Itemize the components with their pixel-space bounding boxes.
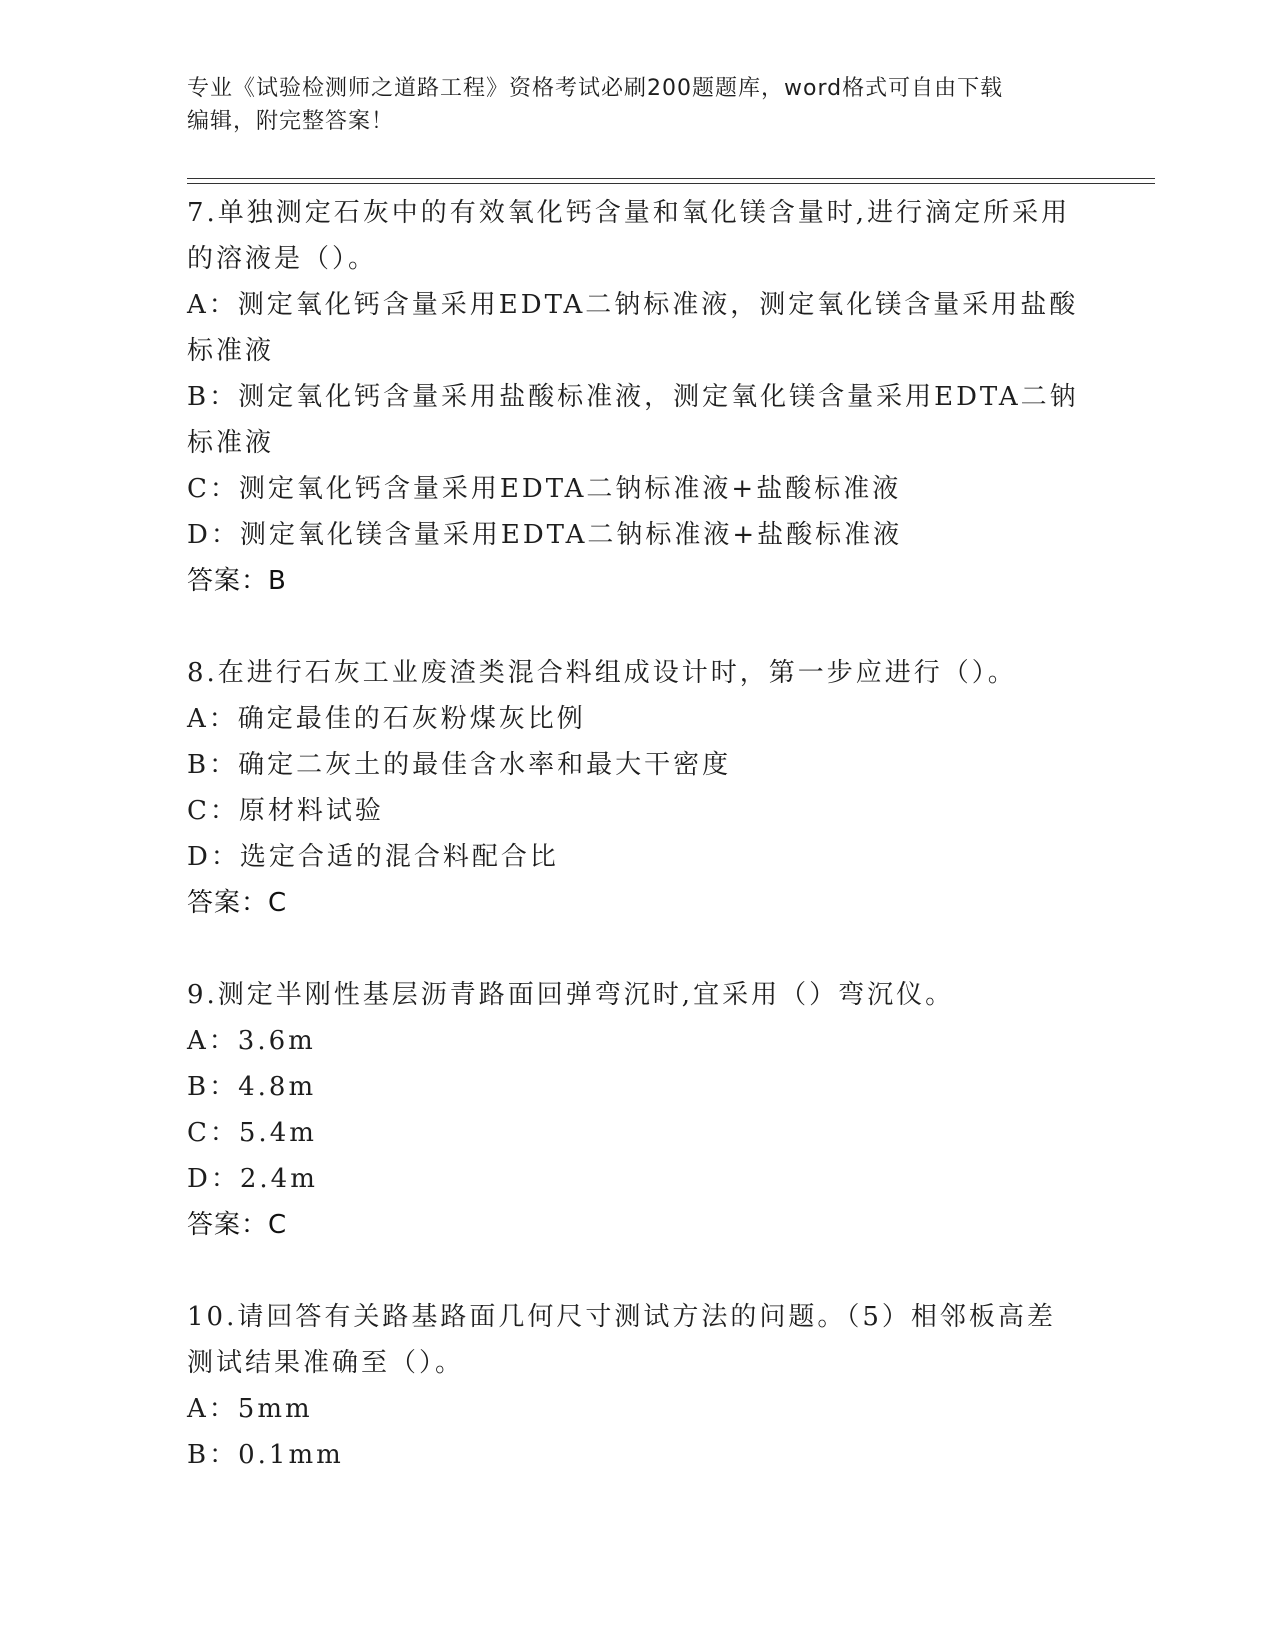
question-10 (187, 1294, 1087, 1478)
option-a: A：5mm (187, 1394, 313, 1424)
question-stem-line: 8.在进行石灰工业废渣类混合料组成设计时，第一步应进行（）。 (187, 658, 1017, 688)
question-8 (187, 650, 1087, 926)
question-9 (187, 972, 1087, 1248)
question-stem-line: 10.请回答有关路基路面几何尺寸测试方法的问题。（5）相邻板高差 (187, 1302, 1056, 1332)
header-line-1: 专业《试验检测师之道路工程》资格考试必刷200题题库，word格式可自由下载 (187, 76, 1004, 101)
document-header (187, 72, 1087, 138)
question-stem-line: 的溶液是（）。 (187, 244, 378, 274)
question-stem-line: 9.测定半刚性基层沥青路面回弹弯沉时,宜采用（）弯沉仪。 (187, 980, 955, 1010)
option-a-line: 标准液 (187, 336, 275, 366)
option-b-line: 标准液 (187, 428, 275, 458)
header-divider-top (187, 178, 1155, 179)
option-b: B：确定二灰土的最佳含水率和最大干密度 (187, 750, 732, 780)
answer: 答案：C (187, 1210, 288, 1240)
option-c: C：5.4m (187, 1118, 317, 1148)
option-a: A：确定最佳的石灰粉煤灰比例 (187, 704, 586, 734)
answer: 答案：C (187, 888, 288, 918)
answer: 答案：B (187, 566, 287, 596)
header-line-2: 编辑，附完整答案！ (187, 109, 395, 134)
option-d: D：2.4m (187, 1164, 318, 1194)
question-list (187, 190, 1087, 1478)
question-stem-line: 测试结果准确至（）。 (187, 1348, 465, 1378)
option-a-line: A：测定氧化钙含量采用EDTA二钠标准液，测定氧化镁含量采用盐酸 (187, 290, 1079, 320)
question-7 (187, 190, 1087, 604)
question-stem-line: 7.单独测定石灰中的有效氧化钙含量和氧化镁含量时,进行滴定所采用 (187, 198, 1071, 228)
option-b: B：4.8m (187, 1072, 317, 1102)
header-divider-bottom (187, 183, 1155, 184)
option-b: B：0.1mm (187, 1440, 344, 1470)
option-d: D：选定合适的混合料配合比 (187, 842, 559, 872)
option-d: D：测定氧化镁含量采用EDTA二钠标准液+盐酸标准液 (187, 520, 903, 550)
option-c: C：原材料试验 (187, 796, 384, 826)
option-a: A：3.6m (187, 1026, 316, 1056)
option-b-line: B：测定氧化钙含量采用盐酸标准液，测定氧化镁含量采用EDTA二钠 (187, 382, 1079, 412)
option-c: C：测定氧化钙含量采用EDTA二钠标准液+盐酸标准液 (187, 474, 902, 504)
